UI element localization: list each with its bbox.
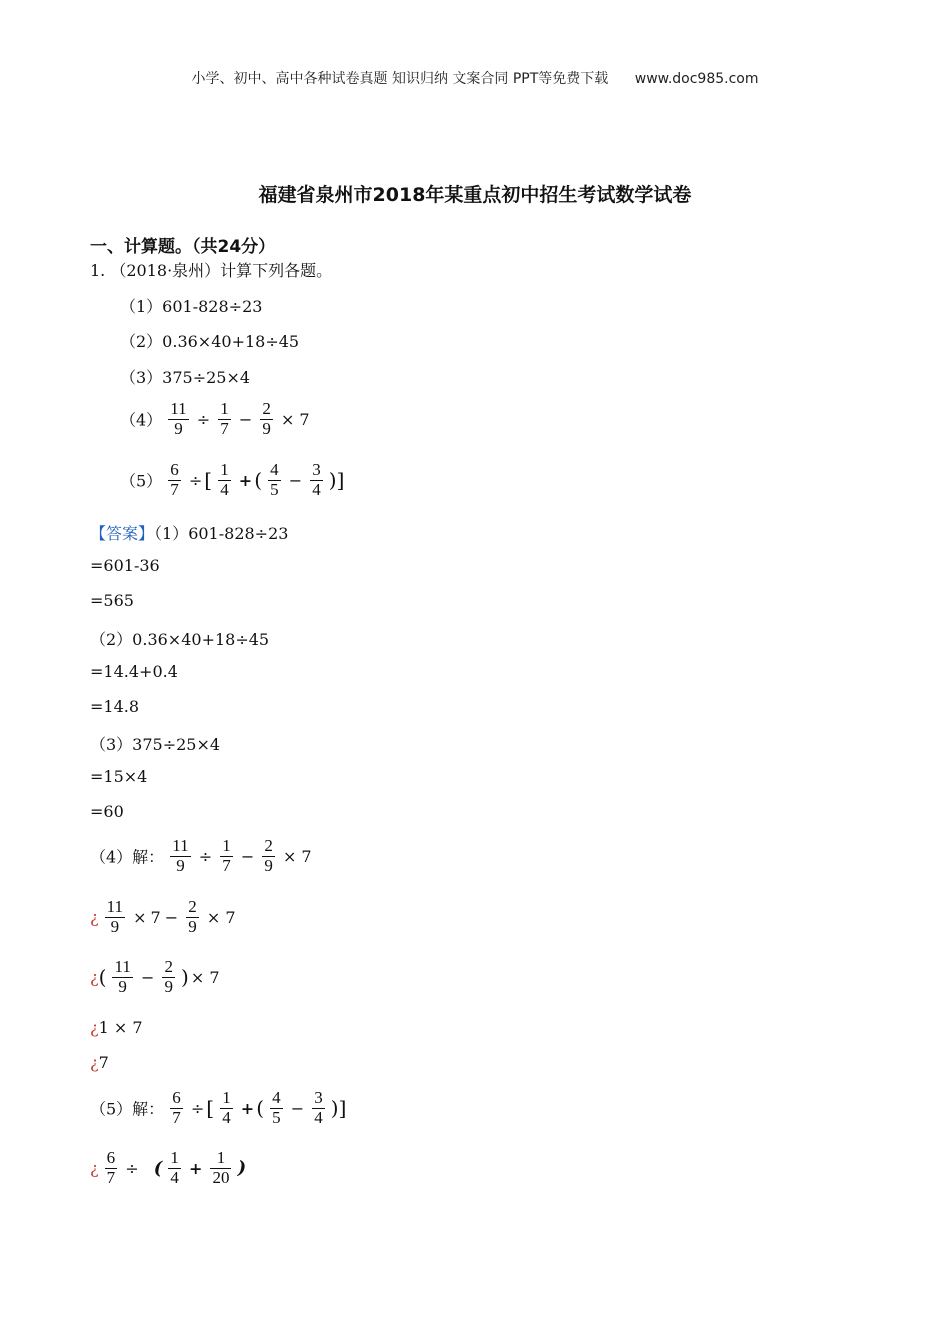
answer-5-step-1: ¿ $\frac{6}{7}$ ÷ ( $\frac{1}{4}$ + $\frac{1}{20}$ ) [90,1148,247,1187]
header-text: 小学、初中、高中各种试卷真题 知识归纳 文案合同 PPT等免费下载 [191,71,609,87]
fraction: $\frac{1}{20}$ [212,1148,230,1187]
fraction: $\frac{4}{5}$ [272,1088,281,1127]
answer-step: =15×4 [90,767,148,786]
fraction: $\frac{2}{9}$ [262,399,271,438]
fraction: $\frac{6}{7}$ [170,460,179,499]
fraction: $\frac{6}{7}$ [172,1088,181,1127]
answer-label: 【答案】 [90,524,155,543]
answer-step: （3）375÷25×4 [90,735,221,754]
item-4-label: （4） [120,410,163,430]
question-number: 1. [90,261,106,280]
answer-1: 【答案】（1）601-828÷23 [90,524,289,543]
item-5: （5） $\frac{6}{7}$ ÷ [ $\frac{1}{4}$ + ( $\frac{4}{5}$ − $\frac{3}{4}$ )] [120,460,345,499]
answer-4-step-1: ¿ $\frac{11}{9}$ × 7 − $\frac{2}{9}$ × 7 [90,897,236,936]
answer-5-label: （5）解： [90,1099,165,1119]
item-4: （4） $\frac{11}{9}$ ÷ $\frac{1}{7}$ − $\frac{2}{9}$ × 7 [120,399,310,438]
answer-4-step-2: ¿( $\frac{11}{9}$ − $\frac{2}{9}$ ) × 7 [90,957,220,996]
answer-step: =14.8 [90,697,140,716]
fraction: $\frac{4}{5}$ [270,460,279,499]
answer-5: （5）解： $\frac{6}{7}$ ÷ [ $\frac{1}{4}$ + ( $\frac{4}{5}$ − $\frac{3}{4}$ )] [90,1088,347,1127]
document-title: 福建省泉州市2018年某重点初中招生考试数学试卷 [258,184,692,206]
answer-step: =14.4+0.4 [90,662,178,681]
fraction: $\frac{11}{9}$ [172,836,189,875]
fraction: $\frac{1}{4}$ [170,1148,179,1187]
fraction: $\frac{11}{9}$ [106,897,124,936]
answer-step: =60 [90,802,124,821]
item-3: （3）375÷25×4 [120,368,251,387]
header-site-link[interactable]: www.doc985.com [634,71,759,87]
item-5-label: （5） [120,471,163,491]
fraction: $\frac{2}{9}$ [264,836,273,875]
question-text: 计算下列各题。 [220,261,333,280]
fraction: $\frac{3}{4}$ [312,460,321,499]
fraction: $\frac{1}{4}$ [222,1088,231,1127]
answer-step: =601-36 [90,556,160,575]
answer-4-step-4: ¿7 [90,1053,109,1072]
fraction: $\frac{1}{7}$ [220,399,229,438]
page-header [0,68,950,88]
fraction: $\frac{1}{7}$ [222,836,231,875]
fraction: $\frac{2}{9}$ [164,957,173,996]
item-2: （2）0.36×40+18÷45 [120,332,300,351]
answer-step: =565 [90,591,134,610]
fraction: $\frac{11}{9}$ [170,399,187,438]
fraction: $\frac{6}{7}$ [106,1148,116,1187]
item-1: （1）601-828÷23 [120,297,263,316]
question-source: （2018·泉州） [110,261,221,280]
section-heading: 一、计算题。（共24分） [90,237,276,257]
question-1 [90,258,332,281]
fraction: $\frac{1}{4}$ [220,460,229,499]
fraction: $\frac{11}{9}$ [114,957,131,996]
answer-4-label: （4）解： [90,847,165,867]
answer-4: （4）解： $\frac{11}{9}$ ÷ $\frac{1}{7}$ − $\frac{2}{9}$ × 7 [90,836,312,875]
fraction: $\frac{3}{4}$ [314,1088,323,1127]
answer-step: （2）0.36×40+18÷45 [90,630,270,649]
fraction: $\frac{2}{9}$ [188,897,197,936]
answer-4-step-3: ¿1 × 7 [90,1018,143,1037]
